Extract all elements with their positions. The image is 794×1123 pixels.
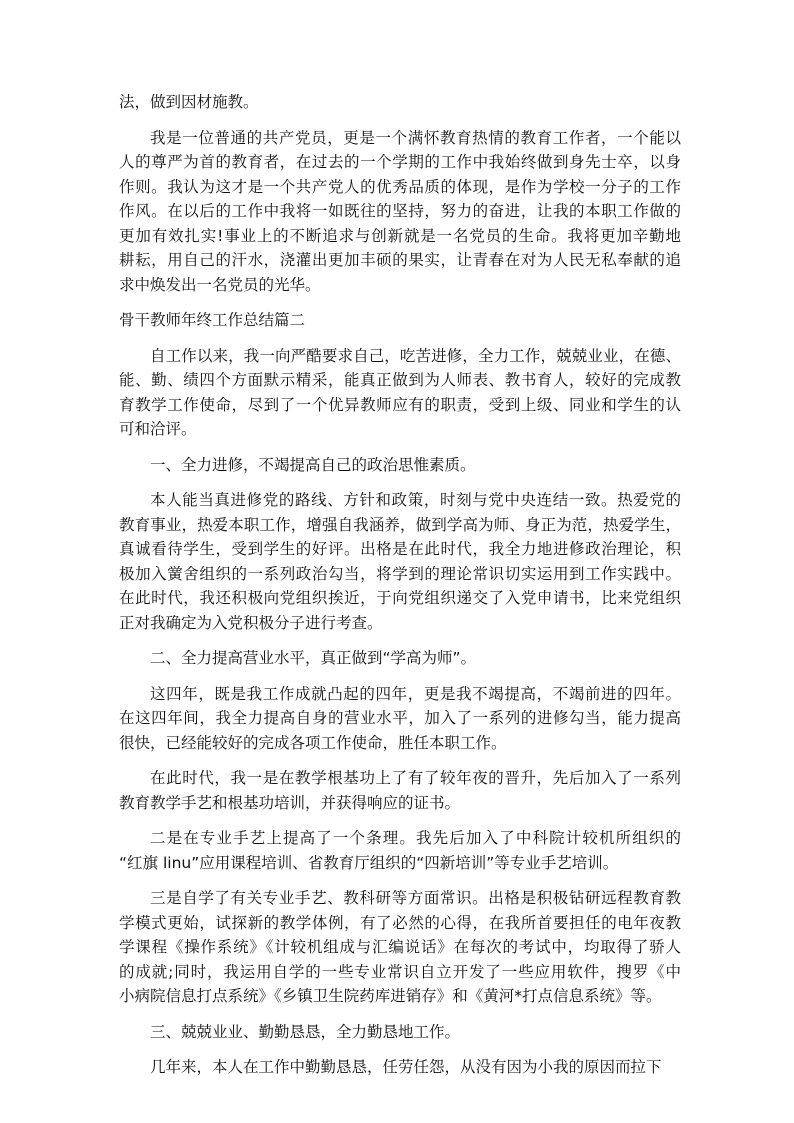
text-line: 作则。我认为这才是一个共产党人的优秀品质的体现，是作为学校一分子的工作	[119, 177, 681, 196]
paragraph	[119, 766, 681, 815]
text-line: 教育教学手艺和根基功培训，并获得响应的证书。	[119, 793, 461, 812]
text-line: 骨干教师年终工作总结篇二	[119, 311, 306, 329]
text-line: 耕耘，用自己的汗水，浇灌出更加丰硕的果实，让青春在对为人民无私奉献的追	[119, 251, 681, 269]
paragraph	[119, 126, 681, 298]
text-line: 人的尊严为首的教育者，在过去的一个学期的工作中我始终做到身先士卒，以身	[119, 153, 681, 171]
text-line: 求中焕发出一名党员的光华。	[119, 275, 321, 294]
text-line: 自工作以来，我一向严酷要求自己，吃苦进修，全力工作，兢兢业业，在德、	[150, 346, 681, 365]
text-line: 能、勤、绩四个方面默示精采，能真正做到为人师表、教书育人，较好的完成教	[119, 371, 681, 389]
text-line: 的成就;同时，我运用自学的一些专业常识自立开发了一些应用软件，搜罗《中	[119, 962, 681, 981]
text-line: 三是自学了有关专业手艺、教科研等方面常识。出格是积极钻研远程教育教	[150, 889, 681, 907]
text-line: 更加有效扎实!事业上的不断追求与创新就是一名党员的生命。我将更加辛勤地	[119, 226, 681, 245]
document-page	[119, 90, 681, 1091]
text-line: 极加入黉舍组织的一系列政治勾当，将学到的理论常识切实运用到工作实践中。	[119, 564, 681, 583]
text-line: 学课程《操作系统》《计较机组成与汇编说话》在每次的考试中，均取得了骄人	[119, 938, 681, 956]
paragraph	[119, 344, 681, 442]
text-line: 三、兢兢业业、勤勤恳恳，全力勤恳地工作。	[150, 1022, 461, 1041]
text-line: 一、全力进修，不竭提高自己的政治思惟素质。	[150, 455, 476, 474]
text-line: 在这四年间，我全力提高自身的营业水平，加入了一系列的进修勾当，能力提高	[119, 709, 681, 727]
text-line: 二、全力提高营业水平，真正做到“学高为师”。	[150, 649, 477, 667]
text-line: 在此时代，我还积极向党组织挨近，于向党组织递交了入党申请书，比来党组织	[119, 589, 681, 607]
text-line: 几年来，本人在工作中勤勤恳恳，任劳任怨，从没有因为小我的原因而拉下	[150, 1058, 662, 1076]
paragraph	[119, 308, 681, 333]
paragraph	[119, 682, 681, 756]
paragraph	[119, 488, 681, 635]
paragraph	[119, 90, 681, 115]
text-line: 可和洽评。	[119, 420, 197, 438]
text-line: 正对我确定为入党积极分子进行考查。	[119, 613, 383, 632]
paragraph	[119, 646, 681, 671]
text-line: 很快，已经能较好的完成各项工作使命，胜任本职工作。	[119, 733, 507, 752]
text-line: 我是一位普通的共产党员，更是一个满怀教育热情的教育工作者，一个能以	[150, 128, 681, 147]
text-line: 本人能当真进修党的路线、方针和政策，时刻与党中央连结一致。热爱党的	[150, 491, 681, 509]
text-line: 这四年，既是我工作成就凸起的四年，更是我不竭提高，不竭前进的四年。	[150, 684, 681, 703]
text-line: 真诚看待学生，受到学生的好评。出格是在此时代，我全力地进修政治理论，积	[119, 540, 681, 558]
text-line: 学模式更始，试探新的教学体例，有了必然的心得，在我所首要担任的电年夜教	[119, 913, 681, 932]
text-line: 法，做到因材施教。	[119, 93, 259, 111]
text-line: 在此时代，我一是在教学根基功上了有了较年夜的晋升，先后加入了一系列	[150, 769, 681, 787]
text-line: 教育事业，热爱本职工作，增强自我涵养，做到学高为师、身正为范，热爱学生，	[119, 515, 681, 534]
paragraph	[119, 453, 681, 478]
paragraph	[119, 886, 681, 1009]
paragraph	[119, 1020, 681, 1045]
text-line: “红旗 linu”应用课程培训、省教育厅组织的“四新培训”等专业手艺培训。	[119, 853, 619, 872]
text-line: 育教学工作使命，尽到了一个优异教师应有的职责，受到上级、同业和学生的认	[119, 395, 681, 414]
text-line: 二是在专业手艺上提高了一个条理。我先后加入了中科院计较机所组织的	[150, 829, 681, 847]
text-line: 小病院信息打点系统》《乡镇卫生院药库进销存》和《黄河*打点信息系统》等。	[119, 987, 662, 1005]
text-line: 作风。在以后的工作中我将一如既往的坚持，努力的奋进，让我的本职工作做的	[119, 202, 681, 220]
paragraph	[119, 826, 681, 875]
paragraph	[119, 1055, 681, 1080]
